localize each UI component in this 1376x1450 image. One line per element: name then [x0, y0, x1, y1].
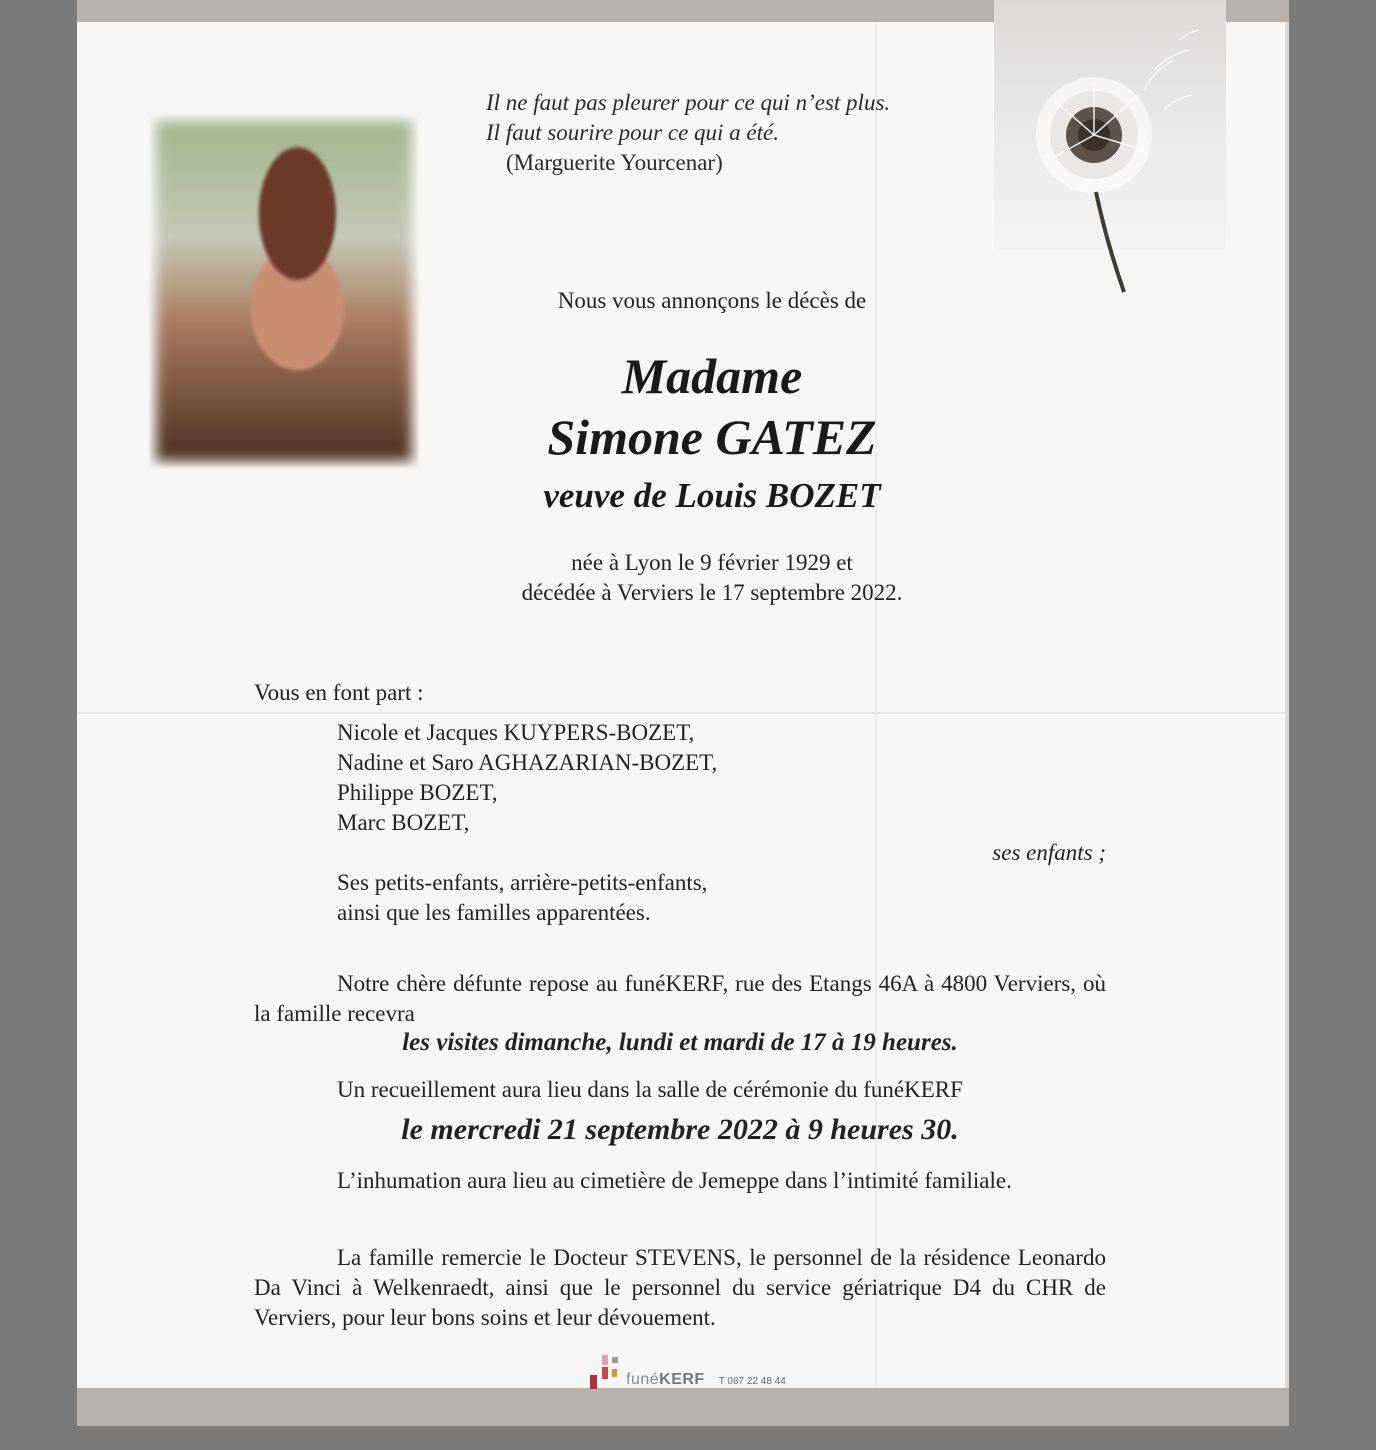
child-entry: Nadine et Saro AGHAZARIAN-BOZET,	[337, 750, 718, 775]
child-entry: Marc BOZET,	[337, 810, 470, 835]
epigraph-quote	[486, 88, 966, 178]
children-list	[337, 718, 717, 838]
repose-paragraph: Notre chère défunte repose au funéKERF, rue des Etangs 46A à 4800 Verviers, où la famille recevra	[254, 971, 1106, 1026]
dandelion-icon	[994, 0, 1226, 300]
grandchildren-line: Ses petits-enfants, arrière-petits-enfants,	[337, 870, 708, 895]
birth-line: née à Lyon le 9 février 1929 et	[571, 550, 853, 575]
ceremony-date: le mercredi 21 septembre 2022 à 9 heures 30.	[401, 1113, 959, 1146]
fold-line-horizontal	[77, 712, 1289, 714]
quote-line-2: Il faut sourire pour ce qui a été.	[486, 120, 779, 145]
visiting-hours: les visites dimanche, lundi et mardi de 17 à 19 heures.	[402, 1029, 958, 1056]
deceased-title: Madame	[621, 348, 803, 404]
thanks-paragraph: La famille remercie le Docteur STEVENS, le personnel de la résidence Leonardo Da Vinci à Welkenraedt, ainsi que le personnel du service gériatrique D4 du CHR de Verviers, pour leur bons soins et leur dévouement.	[254, 1245, 1106, 1330]
children-role: ses enfants ;	[992, 840, 1106, 865]
deceased-name-block	[300, 346, 1124, 524]
funeral-home-logo	[590, 1353, 786, 1389]
relatives-line: ainsi que les familles apparentées.	[337, 900, 651, 925]
child-entry: Philippe BOZET,	[337, 780, 498, 805]
deceased-widow-of: veuve de Louis BOZET	[543, 476, 881, 515]
life-dates	[300, 548, 1124, 608]
quote-author: (Marguerite Yourcenar)	[506, 150, 723, 175]
ceremony-intro: Un recueillement aura lieu dans la salle de cérémonie du funéKERF	[337, 1077, 963, 1102]
child-entry: Nicole et Jacques KUYPERS-BOZET,	[337, 720, 695, 745]
extended-family	[337, 868, 707, 928]
family-header: Vous en font part :	[254, 680, 424, 705]
death-announcement: Nous vous annonçons le décès de	[557, 288, 867, 313]
burial-paragraph: L’inhumation aura lieu au cimetière de Jemeppe dans l’intimité familiale.	[337, 1168, 1012, 1193]
funekerf-phone: T 087 22 48 44	[718, 1376, 786, 1387]
edge-shadow	[1285, 22, 1289, 1388]
quote-line-1: Il ne faut pas pleurer pour ce qui n’est plus.	[486, 90, 891, 115]
death-line: décédée à Verviers le 17 septembre 2022.	[521, 580, 903, 605]
dandelion-image	[994, 0, 1226, 250]
funekerf-logo-icon	[590, 1355, 620, 1389]
deceased-name: Simone GATEZ	[547, 409, 877, 465]
bottom-border	[77, 1388, 1289, 1426]
funekerf-wordmark: funéKERF	[626, 1371, 705, 1388]
